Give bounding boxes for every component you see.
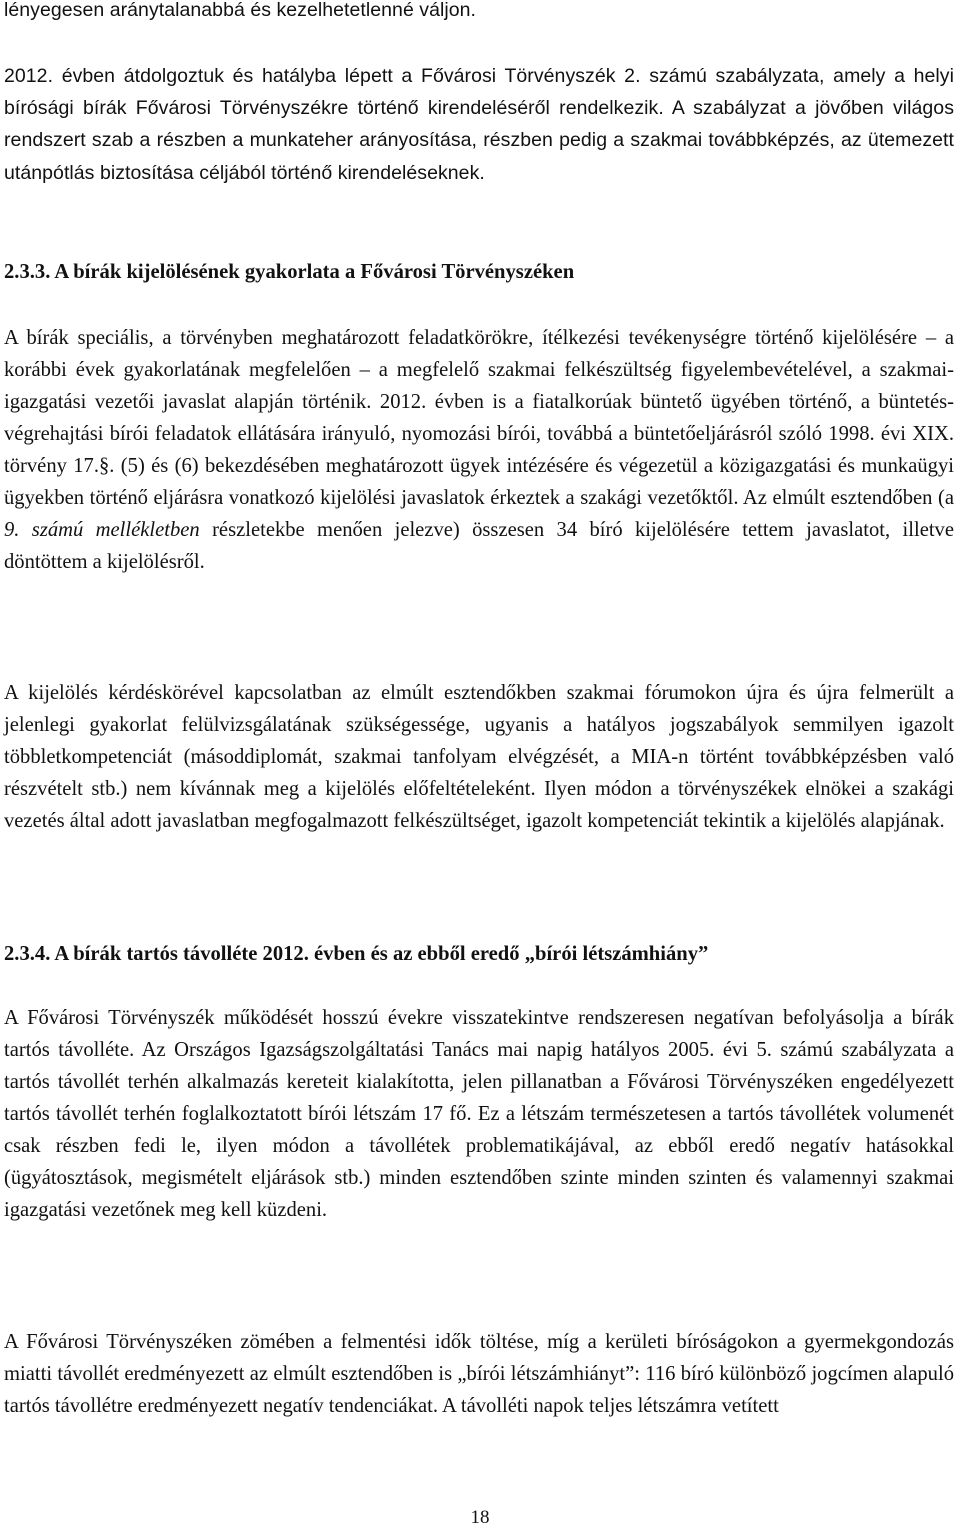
paragraph-intro-fragment: lényegesen aránytalanabbá és kezelhetetlenné váljon. [4,0,477,21]
page-number: 18 [470,1507,490,1528]
paragraph-kijeloles-text-a: A bírák speciális, a törvényben meghatározott feladatkörökre, ítélkezési tevékenységre történő kijelölésére – a korábbi évek gyakorlatának megfelelően – a megfelelő szakmai felkészültség figyelembevételével, a szakmai-igazgatási vezetői javaslat alapján történik. 2012. évben is a fiatalkorúak büntető ügyében történő, a büntetés-végrehajtási bírói feladatok ellátására irányuló, nyomozási bírói, továbbá a büntetőeljárásról szóló 1998. évi XIX. törvény 17.§. (5) és (6) bekezdésében meghatározott ügyek intézésére és végezetül a közigazgatási és munkaügyi ügyekben történő eljárásra vonatkozó kijelölési javaslatok érkeztek a szakági vezetőktől. Az elmúlt esztendőben (a [4,327,954,509]
paragraph-kirendeles: 2012. évben átdolgoztuk és hatályba lépett a Fővárosi Törvényszék 2. számú szabályzata, amely a helyi bírósági bírák Fővárosi Törvényszékre történő kirendeléséről rendelkezik. A szabályzat a jövőben világos rendszert szab a részben a munkateher arányosítása, részben pedig a szakmai továbbképzés, az ütemezett utánpótlás biztosítása céljából történő kirendeléseknek. [4,65,954,184]
section-heading-2-3-4: 2.3.4. A bírák tartós távolléte 2012. évben és az ebből eredő „bírói létszámhiány” [4,943,709,965]
annex-reference: 9. számú mellékletben [4,519,200,541]
paragraph-felmentesi-idok: A Fővárosi Törvényszéken zömében a felmentési idők töltése, míg a kerületi bíróságokon a gyermekgondozás miatti távollét eredményezett az elmúlt esztendőben is „bírói létszámhiányt”: 116 bíró különböző jogcímen alapuló tartós távollétre eredményezett negatív tendenciákat. A távolléti napok teljes létszámra vetített [4,1331,954,1417]
paragraph-kijeloles-text-b: részletekbe menően jelezve) összesen 34 bíró kijelölésére tettem javaslatot, illetve döntöttem a kijelölésről. [4,519,954,573]
paragraph-kijeloles-gyakorlata [4,322,954,578]
section-heading-2-3-3: 2.3.3. A bírák kijelölésének gyakorlata a Fővárosi Törvényszéken [4,261,575,283]
paragraph-szakmai-forumok: A kijelölés kérdéskörével kapcsolatban az elmúlt esztendőkben szakmai fórumokon újra és újra felmerült a jelenlegi gyakorlat felülvizsgálatának szükségessége, ugyanis a hatályos jogszabályok semmilyen igazolt többletkompetenciát (másoddiplomát, szakmai tanfolyam elvégzését, a MIA-n történt továbbképzésben való részvételt stb.) nem kívánnak meg a kijelölés előfeltételeként. Ilyen módon a törvényszékek elnökei a szakági vezetés által adott javaslatban megfogalmazott felkészültséget, igazolt kompetenciát tekintik a kijelölés alapjának. [4,682,954,832]
paragraph-tartos-tavollet: A Fővárosi Törvényszék működését hosszú évekre visszatekintve rendszeresen negatívan befolyásolja a bírák tartós távolléte. Az Országos Igazságszolgáltatási Tanács mai napig hatályos 2005. évi 5. számú szabályzata a tartós távollét terhén alkalmazás kereteit kialakította, jelen pillanatban a Fővárosi Törvényszéken engedélyezett tartós távollét terhén foglalkoztatott bírói létszám 17 fő. Ez a létszám természetesen a tartós távollétek volumenét csak részben fedi le, ilyen módon a távollétek problematikájával, az ebből eredő negatív hatásokkal (ügyátosztások, megismételt eljárások stb.) minden esztendőben szinte minden szinten és valamennyi szakmai igazgatási vezetőnek meg kell küzdeni. [4,1007,954,1221]
